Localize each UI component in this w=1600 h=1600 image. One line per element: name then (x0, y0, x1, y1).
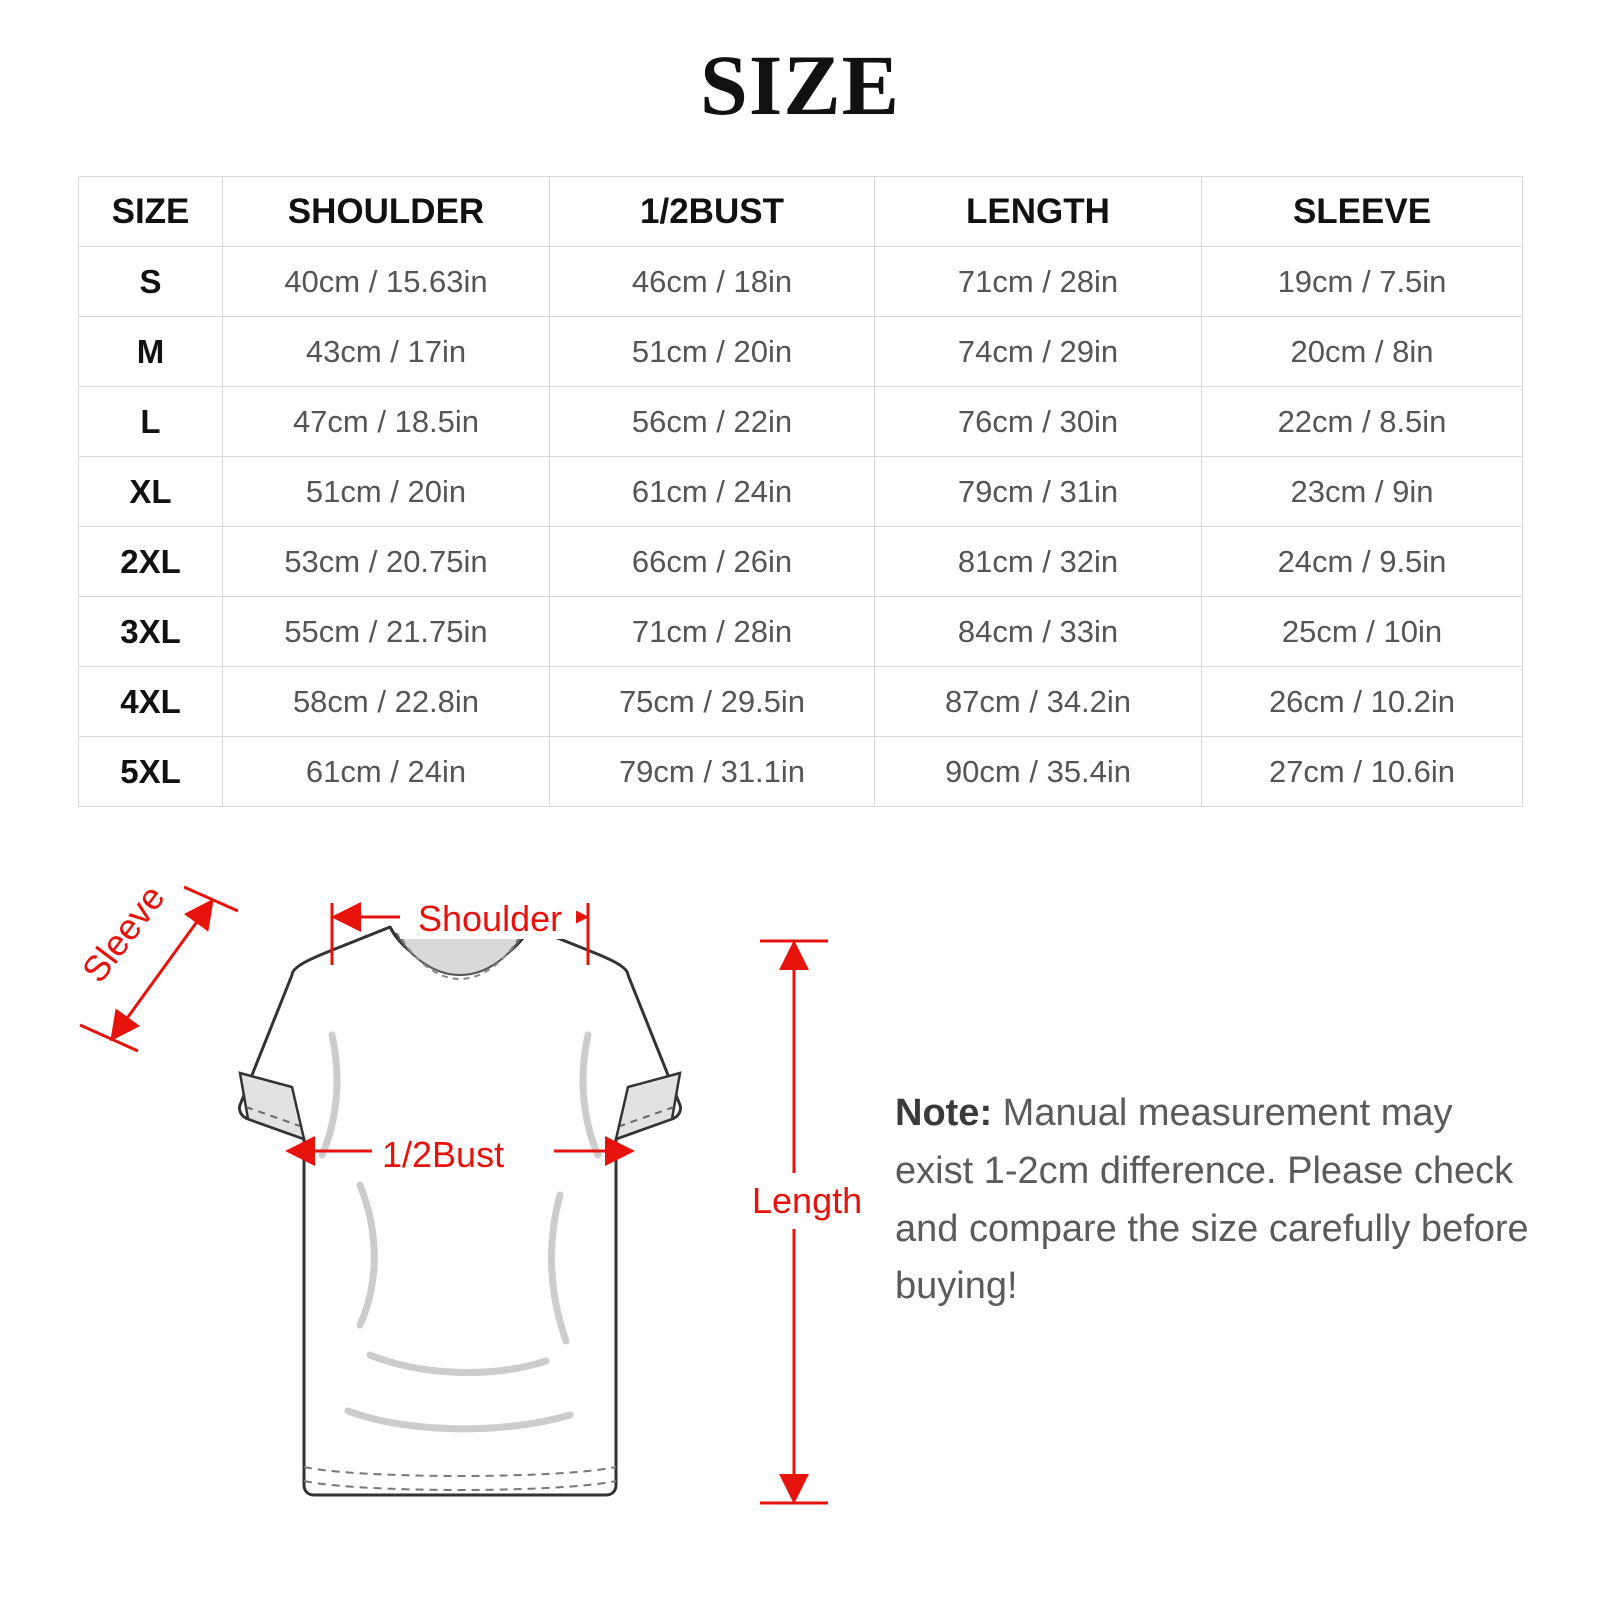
note-block (895, 1085, 1535, 1316)
cell-length: 81cm / 32in (875, 527, 1202, 597)
note-text: Manual measurement may exist 1-2cm difference. Please check and compare the size carefully before buying! (895, 1092, 1529, 1308)
shoulder-label: Shoulder (418, 898, 563, 939)
cell-size: L (79, 387, 223, 457)
cell-bust: 61cm / 24in (550, 457, 875, 527)
cell-sleeve: 25cm / 10in (1202, 597, 1523, 667)
note-label: Note: (895, 1092, 993, 1134)
table-header-row (79, 177, 1523, 247)
cell-shoulder: 61cm / 24in (223, 737, 550, 807)
cell-bust: 66cm / 26in (550, 527, 875, 597)
cell-size: XL (79, 457, 223, 527)
page-title: SIZE (699, 37, 901, 133)
column-header-sleeve: SLEEVE (1202, 177, 1523, 247)
cell-size: 2XL (79, 527, 223, 597)
table-row (79, 317, 1523, 387)
cell-sleeve: 26cm / 10.2in (1202, 667, 1523, 737)
bust-label: 1/2Bust (382, 1134, 505, 1175)
cell-shoulder: 51cm / 20in (223, 457, 550, 527)
cell-shoulder: 53cm / 20.75in (223, 527, 550, 597)
cell-length: 87cm / 34.2in (875, 667, 1202, 737)
cell-bust: 56cm / 22in (550, 387, 875, 457)
cell-sleeve: 22cm / 8.5in (1202, 387, 1523, 457)
cell-bust: 51cm / 20in (550, 317, 875, 387)
column-header-bust: 1/2BUST (550, 177, 875, 247)
table-row (79, 597, 1523, 667)
cell-shoulder: 58cm / 22.8in (223, 667, 550, 737)
cell-shoulder: 43cm / 17in (223, 317, 550, 387)
cell-size: 5XL (79, 737, 223, 807)
size-table (78, 176, 1523, 807)
cell-size: S (79, 247, 223, 317)
cell-size: 4XL (79, 667, 223, 737)
measurement-diagram (60, 855, 860, 1555)
cell-length: 90cm / 35.4in (875, 737, 1202, 807)
length-label: Length (752, 1180, 860, 1221)
table-row (79, 527, 1523, 597)
cell-size: M (79, 317, 223, 387)
cell-length: 74cm / 29in (875, 317, 1202, 387)
cell-length: 84cm / 33in (875, 597, 1202, 667)
cell-bust: 71cm / 28in (550, 597, 875, 667)
column-header-length: LENGTH (875, 177, 1202, 247)
column-header-shoulder: SHOULDER (223, 177, 550, 247)
cell-sleeve: 27cm / 10.6in (1202, 737, 1523, 807)
table-row (79, 737, 1523, 807)
cell-sleeve: 23cm / 9in (1202, 457, 1523, 527)
cell-sleeve: 24cm / 9.5in (1202, 527, 1523, 597)
cell-bust: 79cm / 31.1in (550, 737, 875, 807)
column-header-size: SIZE (79, 177, 223, 247)
cell-shoulder: 40cm / 15.63in (223, 247, 550, 317)
cell-bust: 75cm / 29.5in (550, 667, 875, 737)
cell-sleeve: 20cm / 8in (1202, 317, 1523, 387)
table-row (79, 387, 1523, 457)
length-measure (748, 941, 860, 1503)
cell-bust: 46cm / 18in (550, 247, 875, 317)
cell-shoulder: 47cm / 18.5in (223, 387, 550, 457)
table-row (79, 457, 1523, 527)
sleeve-label: Sleeve (73, 877, 173, 990)
tshirt-illustration (239, 927, 680, 1495)
cell-length: 76cm / 30in (875, 387, 1202, 457)
cell-length: 79cm / 31in (875, 457, 1202, 527)
cell-sleeve: 19cm / 7.5in (1202, 247, 1523, 317)
table-row (79, 667, 1523, 737)
cell-shoulder: 55cm / 21.75in (223, 597, 550, 667)
cell-length: 71cm / 28in (875, 247, 1202, 317)
table-row (79, 247, 1523, 317)
sleeve-measure (74, 877, 238, 1051)
cell-size: 3XL (79, 597, 223, 667)
